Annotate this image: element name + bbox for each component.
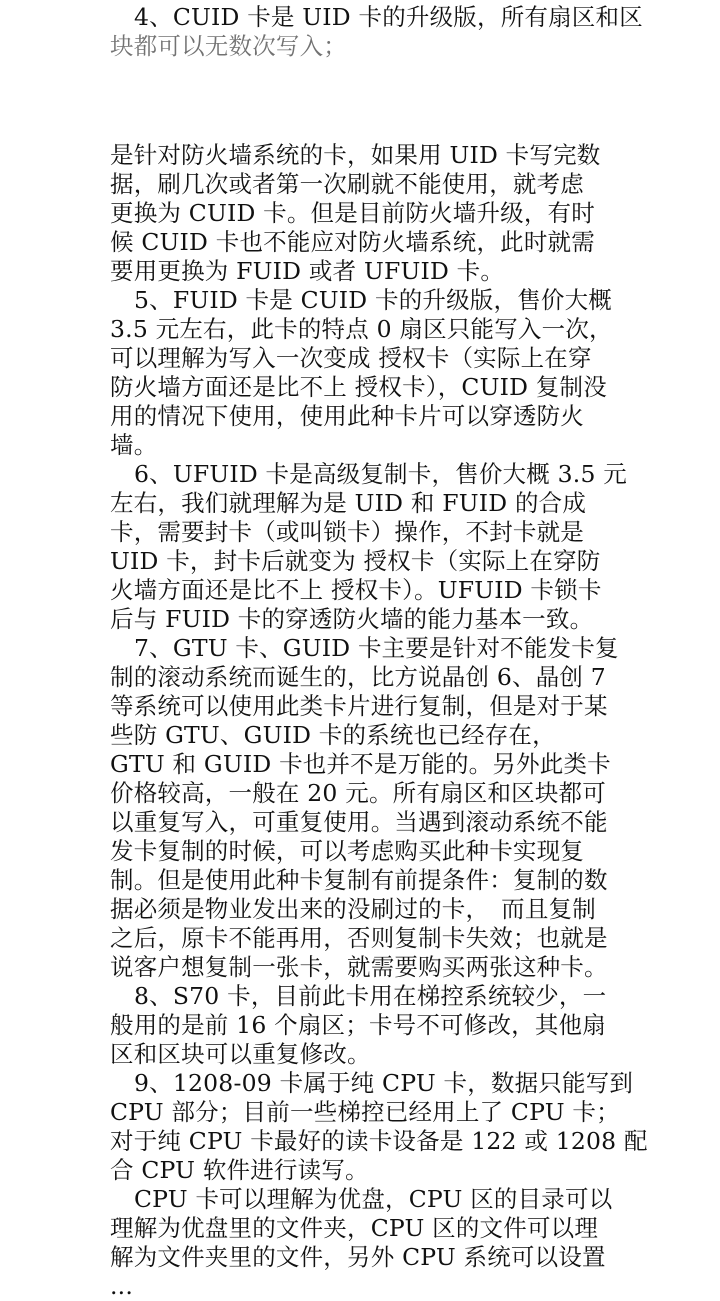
text-line: 块都可以无数次写入； <box>110 32 347 60</box>
text-line: 9、1208-09 卡属于纯 CPU 卡，数据只能写到 <box>134 1069 634 1097</box>
text-line: 理解为优盘里的文件夹，CPU 区的文件可以理 <box>110 1214 599 1242</box>
text-line: 后与 FUID 卡的穿透防火墙的能力基本一致。 <box>110 605 594 633</box>
text-line: 用的情况下使用，使用此种卡片可以穿透防火 <box>110 402 584 430</box>
text-line: 以重复写入，可重复使用。当遇到滚动系统不能 <box>110 808 608 836</box>
document-body <box>110 141 648 1301</box>
text-line: CPU 部分；目前一些梯控已经用上了 CPU 卡； <box>110 1098 620 1126</box>
text-line: 对于纯 CPU 卡最好的读卡设备是 122 或 1208 配 <box>110 1127 648 1155</box>
text-line: 墙。 <box>110 431 158 459</box>
text-line: 5、FUID 卡是 CUID 卡的升级版，售价大概 <box>134 286 613 314</box>
text-line: 候 CUID 卡也不能应对防火墙系统，此时就需 <box>110 228 595 256</box>
text-line: 等系统可以使用此类卡片进行复制，但是对于某 <box>110 692 608 720</box>
text-line: GTU 和 GUID 卡也并不是万能的。另外此类卡 <box>110 750 611 778</box>
text-line: 6、UFUID 卡是高级复制卡，售价大概 3.5 元 <box>134 460 627 488</box>
text-line: 是针对防火墙系统的卡，如果用 UID 卡写完数 <box>110 141 601 169</box>
text-line: UID 卡，封卡后就变为 授权卡（实际上在穿防 <box>110 547 601 575</box>
text-line: 解为文件夹里的文件，另外 CPU 系统可以设置 <box>110 1243 606 1271</box>
text-line: 卡，需要封卡（或叫锁卡）操作，不封卡就是 <box>110 518 584 546</box>
text-line: 说客户想复制一张卡，就需要购买两张这种卡。 <box>110 953 608 981</box>
text-line: 防火墙方面还是比不上 授权卡），CUID 复制没 <box>110 373 607 401</box>
text-line: 般用的是前 16 个扇区；卡号不可修改，其他扇 <box>110 1011 606 1039</box>
text-line: 据，刷几次或者第一次刷就不能使用，就考虑 <box>110 170 584 198</box>
text-line: 4、CUID 卡是 UID 卡的升级版，所有扇区和区 <box>134 3 643 31</box>
text-line: 之后，原卡不能再用，否则复制卡失效；也就是 <box>110 924 608 952</box>
text-line: 可以理解为写入一次变成 授权卡（实际上在穿 <box>110 344 592 372</box>
text-line: 据必须是物业发出来的没刷过的卡， 而且复制 <box>110 895 596 923</box>
text-line: 更换为 CUID 卡。但是目前防火墙升级，有时 <box>110 199 595 227</box>
text-line: 价格较高，一般在 20 元。所有扇区和区块都可 <box>110 779 606 807</box>
text-line: 要用更换为 FUID 或者 UFUID 卡。 <box>110 257 505 285</box>
text-line: 制。但是使用此种卡复制有前提条件：复制的数 <box>110 866 608 894</box>
text-line: 7、GTU 卡、GUID 卡主要是针对不能发卡复 <box>134 634 619 662</box>
text-line: CPU 卡可以理解为优盘，CPU 区的目录可以 <box>134 1185 613 1213</box>
text-line: 些防 GTU、GUID 卡的系统也已经存在， <box>110 721 556 749</box>
text-line: 左右，我们就理解为是 UID 和 FUID 的合成 <box>110 489 587 517</box>
text-line: 8、S70 卡，目前此卡用在梯控系统较少，一 <box>134 982 607 1010</box>
text-line: 发卡复制的时候，可以考虑购买此种卡实现复 <box>110 837 584 865</box>
text-line: 3.5 元左右，此卡的特点 0 扇区只能写入一次， <box>110 315 613 343</box>
paragraph-cuid-card <box>110 3 643 61</box>
text-line: 合 CPU 软件进行读写。 <box>110 1156 369 1184</box>
text-line: 区和区块可以重复修改。 <box>110 1040 371 1068</box>
text-line: 火墙方面还是比不上 授权卡）。UFUID 卡锁卡 <box>110 576 602 604</box>
text-line: 制的滚动系统而诞生的，比方说晶创 6、晶创 7 <box>110 663 606 691</box>
text-line: ... <box>110 1272 134 1300</box>
